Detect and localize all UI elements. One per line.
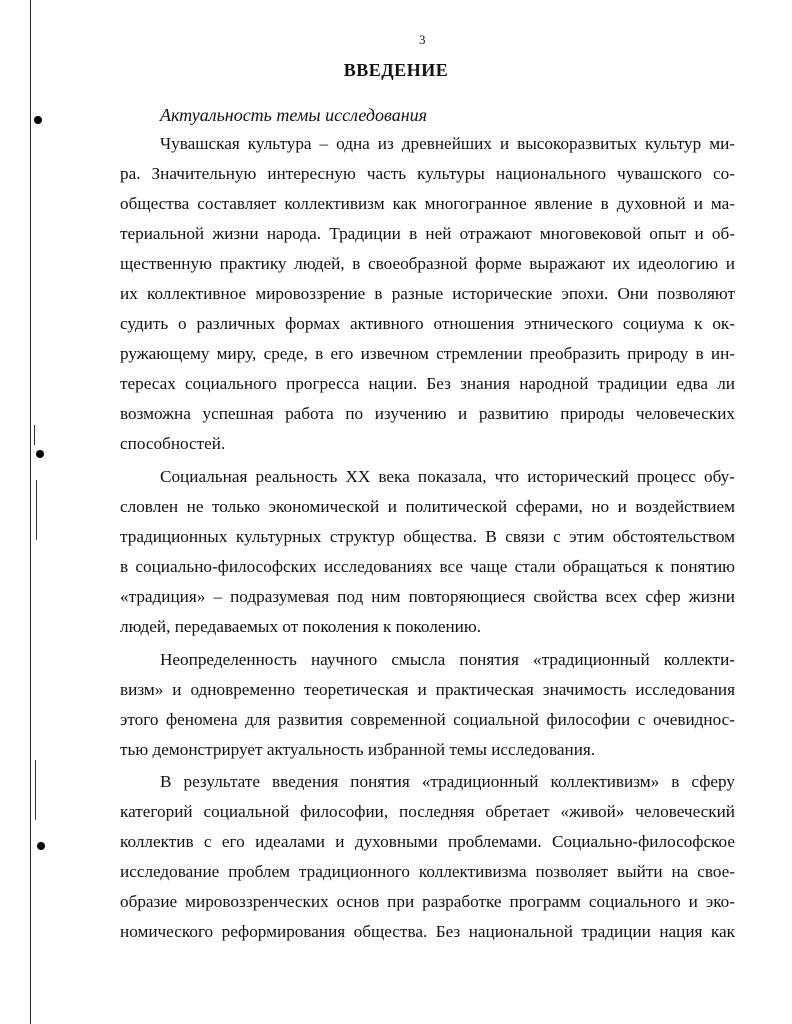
page-number: 3: [419, 32, 426, 47]
text-line: этого феномена для развития современной социальной философии с очевиднос-: [120, 710, 735, 729]
margin-mark-2: [36, 480, 37, 540]
punch-hole-dot-1: [34, 116, 42, 124]
margin-mark-1: [34, 425, 35, 445]
text-line: категорий социальной философии, последняя обретает «живой» человеческий: [120, 802, 735, 821]
text-line: общества составляет коллективизм как многогранное явление в духовной и ма-: [120, 194, 735, 213]
text-line: в социально-философских исследованиях все чаще стали обращаться к понятию: [120, 557, 735, 576]
section-subtitle: Актуальность темы исследования: [160, 105, 427, 125]
text-line: исследование проблем традиционного коллективизма позволяет выйти на свое-: [120, 862, 735, 881]
scan-left-edge-line: [30, 0, 31, 1024]
text-line: людей, передаваемых от поколения к поколению.: [120, 617, 482, 636]
margin-mark-3: [35, 760, 36, 820]
text-line: коллектив с его идеалами и духовными проблемами. Социально-философское: [120, 832, 735, 851]
text-line: образие мировоззренческих основ при разработке программ социального и эко-: [120, 892, 735, 911]
text-line: судить о различных формах активного отношения этнического социума к ок-: [120, 314, 735, 333]
punch-hole-dot-3: [37, 842, 45, 850]
text-line: Неопределенность научного смысла понятия «традиционный коллекти-: [160, 650, 735, 669]
text-line: ружающему миру, среде, в его извечном стремлении преобразить природу в ин-: [120, 344, 735, 363]
text-line: «традиция» – подразумевая под ним повторяющиеся свойства всех сфер жизни: [120, 587, 735, 606]
text-line: их коллективное мировоззрение в разные исторические эпохи. Они позволяют: [120, 284, 735, 303]
text-line: возможна успешная работа по изучению и развитию природы человеческих: [120, 404, 735, 423]
text-line: номического реформирования общества. Без национальной традиции нация как: [120, 922, 735, 941]
text-line: Социальная реальность XX века показала, что исторический процесс обу-: [160, 467, 735, 486]
text-line: ра. Значительную интересную часть культуры национального чувашского со-: [120, 164, 735, 183]
page-title: ВВЕДЕНИЕ: [343, 60, 449, 80]
text-line: тью демонстрирует актуальность избранной темы исследования.: [120, 740, 596, 759]
text-line: визм» и одновременно теоретическая и практическая значимость исследования: [120, 680, 735, 699]
punch-hole-dot-2: [36, 450, 44, 458]
text-line: словлен не только экономической и политической сферами, но и воздействием: [120, 497, 735, 516]
text-line: Чувашская культура – одна из древнейших и высокоразвитых культур ми-: [160, 134, 735, 153]
text-line: В результате введения понятия «традиционный коллективизм» в сферу: [160, 772, 735, 791]
text-line: щественную практику людей, в своеобразной форме выражают их идеологию и: [120, 254, 735, 273]
text-line: тересах социального прогресса нации. Без знания народной традиции едва ли: [120, 374, 735, 393]
text-line: традиционных культурных структур общества. В связи с этим обстоятельством: [120, 527, 735, 546]
text-line: териальной жизни народа. Традиции в ней отражают многовековой опыт и об-: [120, 224, 735, 243]
text-line: способностей.: [120, 434, 226, 453]
